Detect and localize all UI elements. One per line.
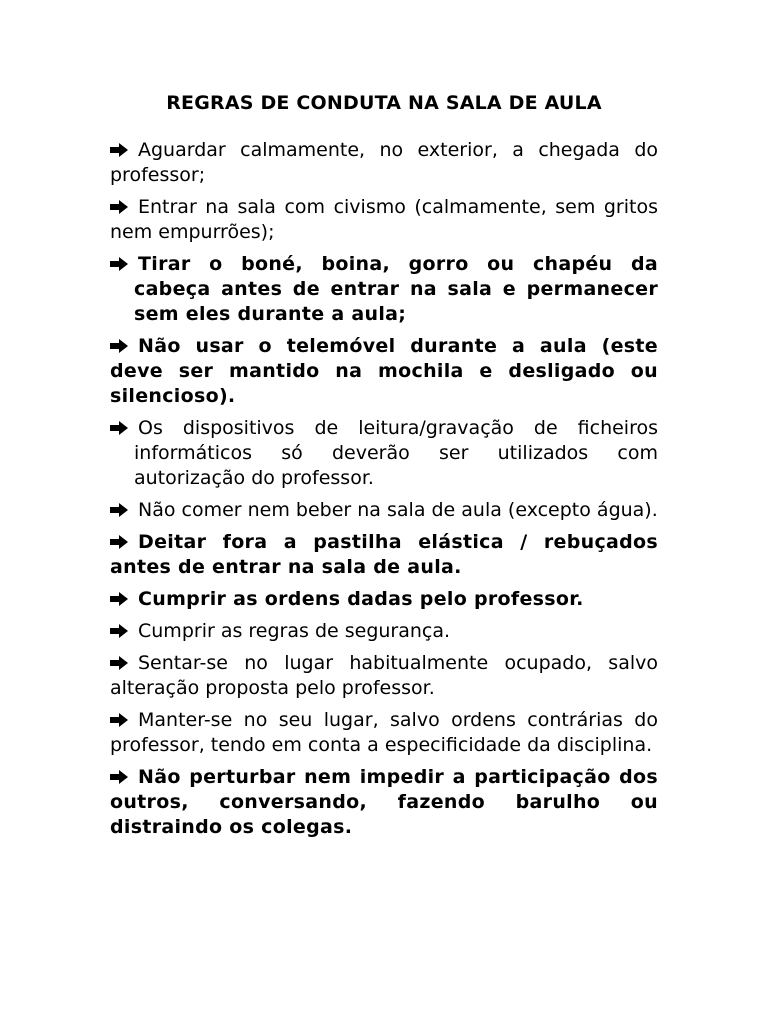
right-arrow-icon [110, 770, 128, 784]
rule-item [110, 619, 658, 644]
right-arrow-icon [110, 656, 128, 670]
rule-text: Cumprir as ordens dadas pelo professor. [138, 588, 584, 610]
rule-item [110, 498, 658, 523]
rule-text: Não usar o telemóvel durante a aula (este deve ser mantido na mochila e desligado ou silencioso). [110, 335, 658, 407]
right-arrow-icon [110, 143, 128, 157]
rule-item [110, 334, 658, 409]
right-arrow-icon [110, 257, 128, 271]
rule-item [110, 587, 658, 612]
right-arrow-icon [110, 713, 128, 727]
rule-text: Os dispositivos de leitura/gravação de ficheiros informáticos só deverão ser utilizados com autorização do professor. [134, 417, 658, 489]
rule-text: Sentar-se no lugar habitualmente ocupado, salvo alteração proposta pelo professor. [110, 652, 658, 699]
rule-text: Aguardar calmamente, no exterior, a chegada do professor; [110, 139, 658, 186]
rule-item [110, 530, 658, 580]
right-arrow-icon [110, 592, 128, 606]
rule-item [110, 765, 658, 840]
rule-item [110, 252, 658, 327]
rule-item [110, 651, 658, 701]
rule-text: Tirar o boné, boina, gorro ou chapéu da cabeça antes de entrar na sala e permanecer sem eles durante a aula; [134, 253, 658, 325]
right-arrow-icon [110, 421, 128, 435]
rule-text: Não comer nem beber na sala de aula (excepto água). [138, 499, 658, 521]
document-title: REGRAS DE CONDUTA NA SALA DE AULA [166, 92, 602, 114]
rule-text: Não perturbar nem impedir a participação dos outros, conversando, fazendo barulho ou distraindo os colegas. [110, 766, 658, 838]
right-arrow-icon [110, 503, 128, 517]
rule-text: Entrar na sala com civismo (calmamente, sem gritos nem empurrões); [110, 196, 658, 243]
rule-text: Deitar fora a pastilha elástica / rebuçados antes de entrar na sala de aula. [110, 531, 658, 578]
rule-text: Manter-se no seu lugar, salvo ordens contrárias do professor, tendo em conta a especificidade da disciplina. [110, 709, 658, 756]
right-arrow-icon [110, 535, 128, 549]
right-arrow-icon [110, 624, 128, 638]
right-arrow-icon [110, 200, 128, 214]
right-arrow-icon [110, 339, 128, 353]
rules-list [110, 138, 658, 840]
rule-item [110, 708, 658, 758]
rule-text: Cumprir as regras de segurança. [138, 620, 451, 642]
rule-item [110, 138, 658, 188]
rule-item [110, 195, 658, 245]
rule-item [110, 416, 658, 491]
